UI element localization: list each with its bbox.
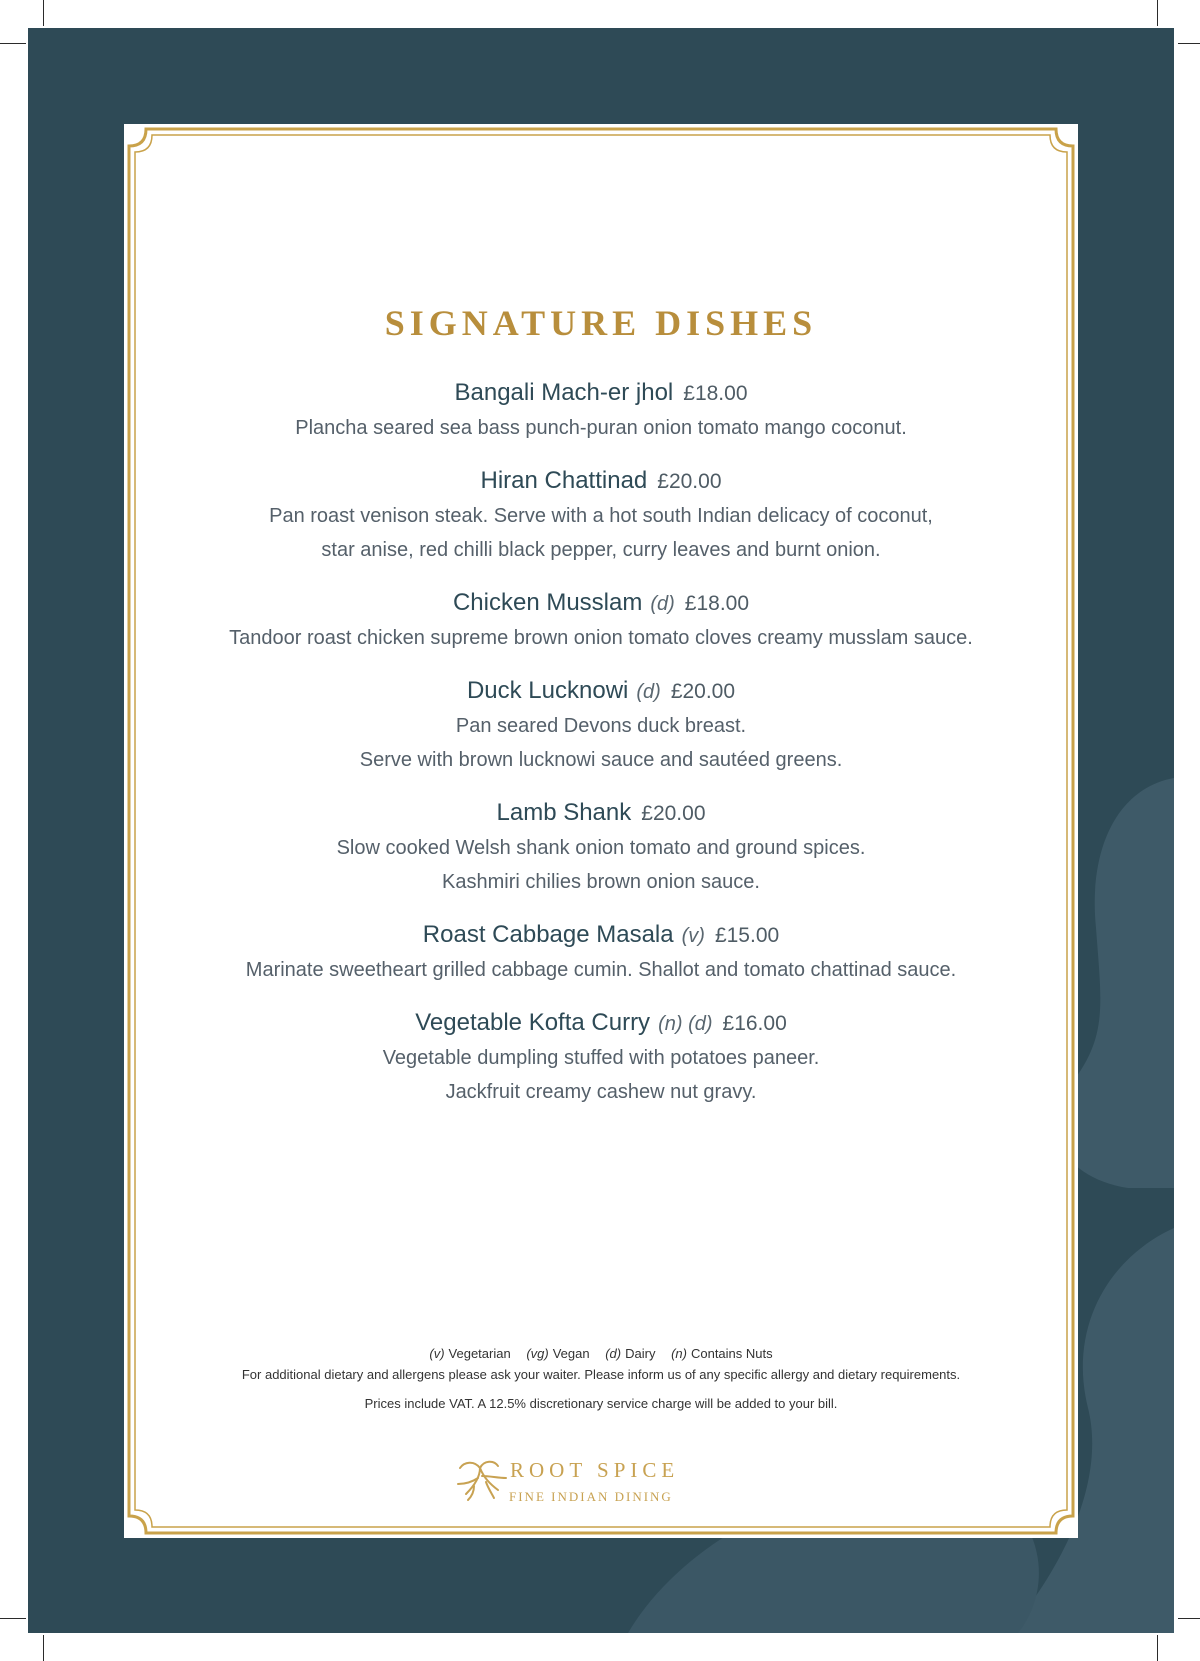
dish-description: Slow cooked Welsh shank onion tomato and ground spices. (336, 837, 866, 859)
vat-note: Prices include VAT. A 12.5% discretionary service charge will be added to your bill. (364, 1396, 838, 1411)
dish-heading (124, 586, 1078, 621)
legend-item (671, 1346, 773, 1361)
dish-price: £20.00 (670, 680, 736, 703)
dish-item (124, 464, 1078, 567)
dish-dietary-tags: (d) (636, 681, 661, 703)
dish-name: Roast Cabbage Masala (422, 921, 674, 948)
dish-description: star anise, red chilli black pepper, curry leaves and burnt onion. (321, 539, 881, 561)
dish-dietary-tags: (v) (681, 925, 705, 947)
dish-description: Marinate sweetheart grilled cabbage cumin. Shallot and tomato chattinad sauce. (245, 959, 957, 981)
legend-label: Contains Nuts (690, 1346, 773, 1361)
crop-mark (0, 43, 26, 44)
dish-price: £18.00 (684, 592, 750, 615)
crop-mark (1178, 43, 1200, 44)
dish-item (124, 918, 1078, 987)
legend-abbr: (vg) (526, 1346, 549, 1361)
legend-label: Vegan (552, 1346, 590, 1361)
dish-price: £18.00 (683, 382, 748, 405)
crop-mark (43, 1635, 44, 1661)
dish-name: Lamb Shank (496, 799, 632, 826)
legend-item (605, 1346, 655, 1361)
dish-heading (124, 1006, 1078, 1041)
legend-abbr: (v) (429, 1346, 445, 1361)
dish-description: Serve with brown lucknowi sauce and sautéed greens. (359, 749, 843, 771)
brand-name: ROOT SPICE (510, 1458, 680, 1482)
dish-list (124, 376, 1078, 1128)
crop-mark (1157, 1635, 1158, 1661)
legend-label: Vegetarian (448, 1346, 511, 1361)
menu-sheet (28, 28, 1174, 1633)
root-icon (454, 1454, 510, 1502)
crop-mark (0, 1618, 26, 1619)
allergen-note: For additional dietary and allergens please ask your waiter. Please inform us of any specific allergy and dietary requirements. (241, 1367, 961, 1382)
legend-item (526, 1346, 589, 1361)
dish-name: Chicken Musslam (452, 589, 643, 616)
crop-mark (1178, 1618, 1200, 1619)
brand-tagline: FINE INDIAN DINING (509, 1489, 673, 1504)
page-title: SIGNATURE DISHES (384, 303, 818, 343)
dish-price: £20.00 (657, 470, 722, 493)
dish-heading (124, 796, 1078, 831)
dish-name: Duck Lucknowi (466, 677, 629, 704)
dish-description: Vegetable dumpling stuffed with potatoes paneer. (382, 1047, 820, 1069)
dish-heading (124, 918, 1078, 953)
dish-description: Plancha seared sea bass punch-puran onion tomato mango coconut. (295, 417, 907, 439)
dish-description: Pan seared Devons duck breast. (455, 715, 747, 737)
menu-card (124, 124, 1078, 1538)
legend-abbr: (n) (671, 1346, 687, 1361)
dish-heading (124, 674, 1078, 709)
legend-abbr: (d) (605, 1346, 622, 1361)
dish-item (124, 376, 1078, 445)
dish-price: £20.00 (641, 802, 706, 825)
crop-mark (1157, 0, 1158, 26)
dish-item (124, 796, 1078, 899)
dish-item (124, 674, 1078, 777)
dish-dietary-tags: (d) (650, 593, 675, 615)
legend-item (429, 1346, 510, 1361)
dish-description: Jackfruit creamy cashew nut gravy. (445, 1081, 757, 1103)
dish-name: Vegetable Kofta Curry (415, 1009, 651, 1036)
legend-label: Dairy (625, 1346, 656, 1361)
dish-item (124, 586, 1078, 655)
dietary-legend (124, 1346, 1078, 1361)
dish-dietary-tags: (n) (d) (658, 1013, 713, 1035)
dish-description: Kashmiri chilies brown onion sauce. (442, 871, 760, 893)
dish-price: £15.00 (714, 924, 780, 947)
brand-logo (454, 1454, 754, 1514)
dish-price: £16.00 (722, 1012, 787, 1035)
dish-description: Tandoor roast chicken supreme brown onion tomato cloves creamy musslam sauce. (229, 627, 973, 649)
dish-heading (124, 376, 1078, 411)
dish-heading (124, 464, 1078, 499)
dish-description: Pan roast venison steak. Serve with a hot south Indian delicacy of coconut, (269, 505, 933, 527)
crop-mark (43, 0, 44, 26)
dish-name: Hiran Chattinad (480, 467, 648, 494)
dish-item (124, 1006, 1078, 1109)
dish-name: Bangali Mach-er jhol (454, 379, 674, 406)
